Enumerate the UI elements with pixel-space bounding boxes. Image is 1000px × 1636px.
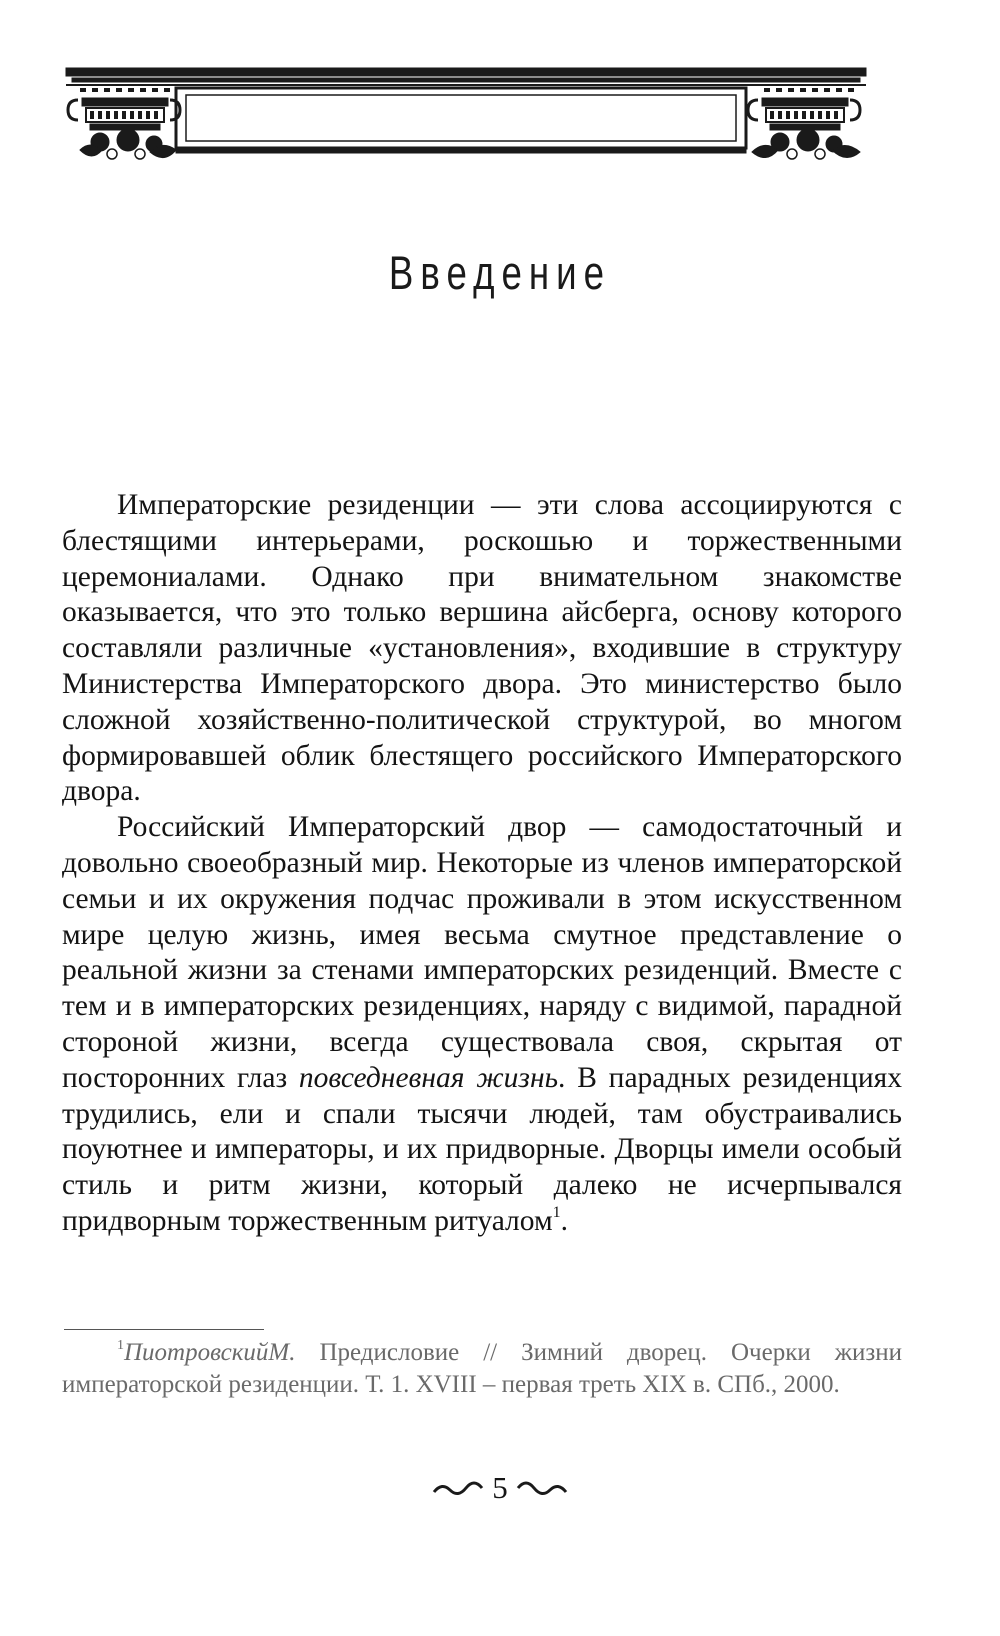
emphasis-text: повседневная жизнь [298, 1061, 559, 1094]
paragraph-text: Императорские резиденции — эти слова ассоциируются с блестящими интерьерами, роскошью и торжественными церемониалами. Однако при внимательном знакомстве оказывается, что это только вершина айсберга, основу которого составляли различные «установления», входившие в структуру Министерства Императорского двора. Это министерство было сложной хозяйственно-политической структурой, во многом формировавшей облик блестящего российского Императорского двора. [62, 489, 902, 808]
paragraph [62, 488, 902, 810]
wave-ornament-right-icon [514, 1476, 570, 1500]
paragraph-text: Российский Императорский двор — самодостаточный и довольно своеобразный мир. Некоторые из членов императорской семьи и их окружения подчас проживали в этом искусственном мире целую жизнь, имея весьма смутное представление о реальной жизни за стенами императорских резиденций. Вместе с тем и в императорских резиденциях, наряду с видимой, парадной стороной жизни, всегда существовала своя, скрытая от посторонних глаз [62, 811, 902, 1094]
footnote-mark: 1 [117, 1338, 124, 1353]
footnote-separator [64, 1329, 264, 1330]
paragraph [62, 810, 902, 1240]
chapter-title: Введение [388, 246, 612, 299]
page-number: 5 [492, 1470, 508, 1505]
footnote [62, 1337, 902, 1401]
footnote-reference[interactable]: 1 [552, 1203, 561, 1221]
footnote-text: Предисловие // Зимний дворец. Очерки жизни императорской резиденции. Т. 1. XVIII – первая треть XIX в. СПб., 2000. [62, 1339, 902, 1398]
body-text [62, 488, 902, 1240]
paragraph-text: . [560, 1204, 569, 1237]
page-folio [0, 1470, 1000, 1520]
paragraph-text: . В парадных резиденциях трудились, ели и спали тысячи людей, там обустраивались поуютнее и императоры, и их придворные. Дворцы имели особый стиль и ритм жизни, который далеко не исчерпывался придворным торжественным ритуалом [62, 1061, 902, 1237]
wave-ornament-left-icon [430, 1476, 486, 1500]
footnote-author: ПиотровскийМ. [124, 1339, 296, 1366]
header-ornament-icon [0, 0, 1000, 200]
